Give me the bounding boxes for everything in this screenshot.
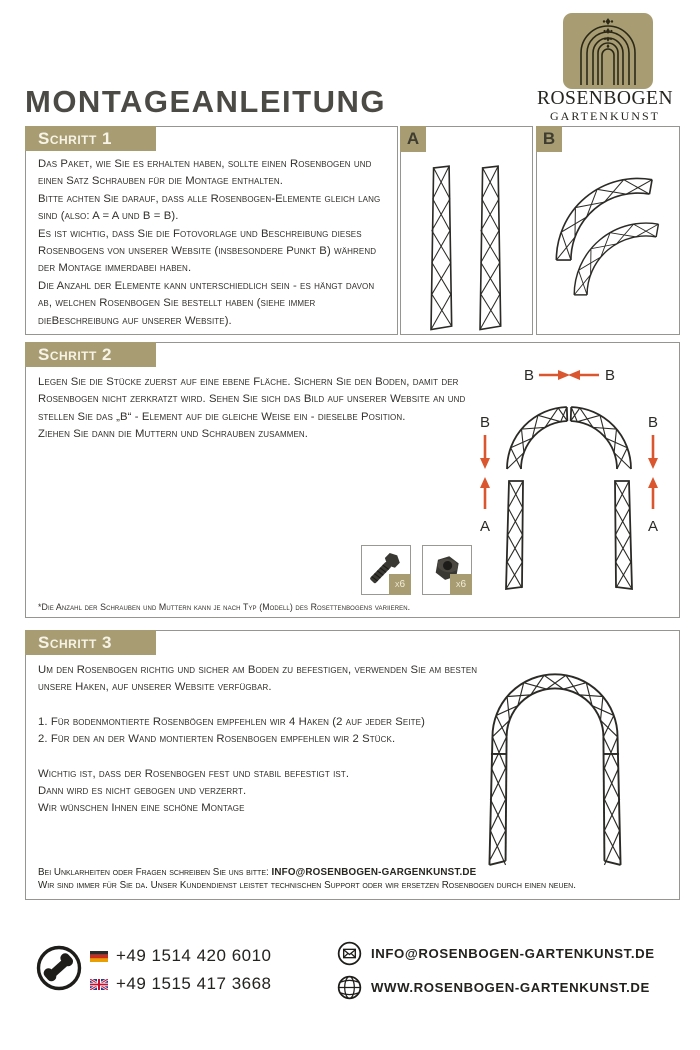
step3-text <box>38 662 490 818</box>
assembly-diagram <box>469 359 669 601</box>
part-a-illustration <box>409 161 527 338</box>
contact-links <box>337 941 655 1009</box>
diagram-label-b-left: B <box>479 414 491 431</box>
nut-box <box>422 545 472 595</box>
paragraph: 1. Für bodenmontierte Rosenbögen empfehlen wir 4 Haken (2 auf jeder Seite) <box>38 715 425 728</box>
step2-section <box>25 342 680 618</box>
support-email: INFO@ROSENBOGEN-GARGENKUNST.DE <box>271 867 477 878</box>
part-a-label: A <box>400 126 426 152</box>
website-row <box>337 975 655 1000</box>
diagram-label-a-left: A <box>479 518 491 535</box>
phone-row-de <box>90 946 272 966</box>
step3-header: Schritt 3 <box>25 630 156 655</box>
hardware-footnote: *Die Anzahl der Schrauben und Muttern kann je nach Typ (Modell) des Rosettenbogens variieren. <box>38 602 411 612</box>
part-a-panel <box>400 126 533 335</box>
email-row <box>337 941 655 966</box>
step3-section <box>25 630 680 900</box>
step1-text <box>38 156 388 330</box>
paragraph: 2. Für den an der Wand montierten Rosenbogen empfehlen wir 2 Stück. <box>38 733 396 746</box>
paragraph: Um den Rosenbogen richtig und sicher am Boden zu befestigen, verwenden Sie am besten unsere Haken, auf unserer Website verfügbar. <box>38 664 478 694</box>
diagram-label-b-right: B <box>647 414 659 431</box>
paragraph: Wichtig ist, dass der Rosenbogen fest und stabil befestigt ist. <box>38 767 350 780</box>
part-b-label: B <box>536 126 562 152</box>
paragraph: Dann wird es nicht gebogen und verzerrt. <box>38 785 247 798</box>
paragraph: Legen Sie die Stücke zuerst auf eine ebene Fläche. Sichern Sie den Boden, damit der Rosenbogen nicht zerkratzt wird. Sehen Sie sich das Bild auf unserer Website an und stellen Sie das „B“ - Element auf die gleiche Weise ein - dieselbe Position. <box>38 376 466 423</box>
phone-numbers <box>90 946 272 1002</box>
diagram-label-a-right: A <box>647 518 659 535</box>
paragraph: Das Paket, wie Sie es erhalten haben, sollte einen Rosenbogen und einen Satz Schrauben für die Montage enthalten. <box>38 158 372 188</box>
website-address: WWW.ROSENBOGEN-GARTENKUNST.DE <box>371 980 650 995</box>
paragraph: Es ist wichtig, dass Sie die Fotovorlage und Beschreibung dieses Rosenbogens von unserer Website (insbesondere Punkt B) während der Montage immerdabei haben. <box>38 227 377 275</box>
assembled-arch-illustration <box>459 641 651 873</box>
email-address: INFO@ROSENBOGEN-GARTENKUNST.DE <box>371 946 655 961</box>
part-b-panel <box>536 126 680 335</box>
paragraph: Bitte achten Sie darauf, dass alle Rosenbogen-Elemente gleich lang sind (also: A = A und B = B). <box>38 192 381 223</box>
paragraph: Die Anzahl der Elemente kann unterschiedlich sein - es hängt davon ab, welchen Rosenbogen Sie bestellt haben (siehe immer dieBeschreibung auf unserer Website). <box>38 279 375 327</box>
phone-number-de: +49 1514 420 6010 <box>116 946 272 965</box>
support-note-prefix: Bei Unklarheiten oder Fragen schreiben Sie uns bitte: <box>38 867 272 878</box>
phone-icon <box>35 944 83 997</box>
phone-number-uk: +49 1515 417 3668 <box>116 974 272 993</box>
diagram-label-b-top-right: B <box>604 367 616 384</box>
part-b-illustration <box>539 157 681 338</box>
paragraph: Wir wünschen Ihnen eine schöne Montage <box>38 802 245 815</box>
flag-germany-icon <box>90 951 108 962</box>
bolt-quantity: x6 <box>389 574 411 595</box>
step2-header: Schritt 2 <box>25 342 156 367</box>
envelope-icon <box>337 941 362 966</box>
flag-uk-icon <box>90 979 108 990</box>
support-note-line2: Wir sind immer für Sie da. Unser Kundendienst leistet technischen Support oder wir ersetzen Rosenbogen durch einen neuen. <box>38 880 576 891</box>
phone-row-uk <box>90 974 272 994</box>
globe-icon <box>337 975 362 1000</box>
bolt-box <box>361 545 411 595</box>
step2-text <box>38 374 500 444</box>
brand-name: ROSENBOGEN <box>536 88 674 109</box>
paragraph: Ziehen Sie dann die Muttern und Schrauben zusammen. <box>38 428 309 441</box>
support-note <box>38 866 673 892</box>
brand-tagline: GARTENKUNST <box>550 109 660 123</box>
support-note-line1 <box>38 866 673 879</box>
page-title: MONTAGEANLEITUNG <box>25 84 386 119</box>
step1-header: Schritt 1 <box>25 126 156 151</box>
diagram-label-b-top-left: B <box>523 367 535 384</box>
step1-section <box>25 126 398 335</box>
nut-quantity: x6 <box>450 574 472 595</box>
brand-logo-icon <box>563 13 653 94</box>
